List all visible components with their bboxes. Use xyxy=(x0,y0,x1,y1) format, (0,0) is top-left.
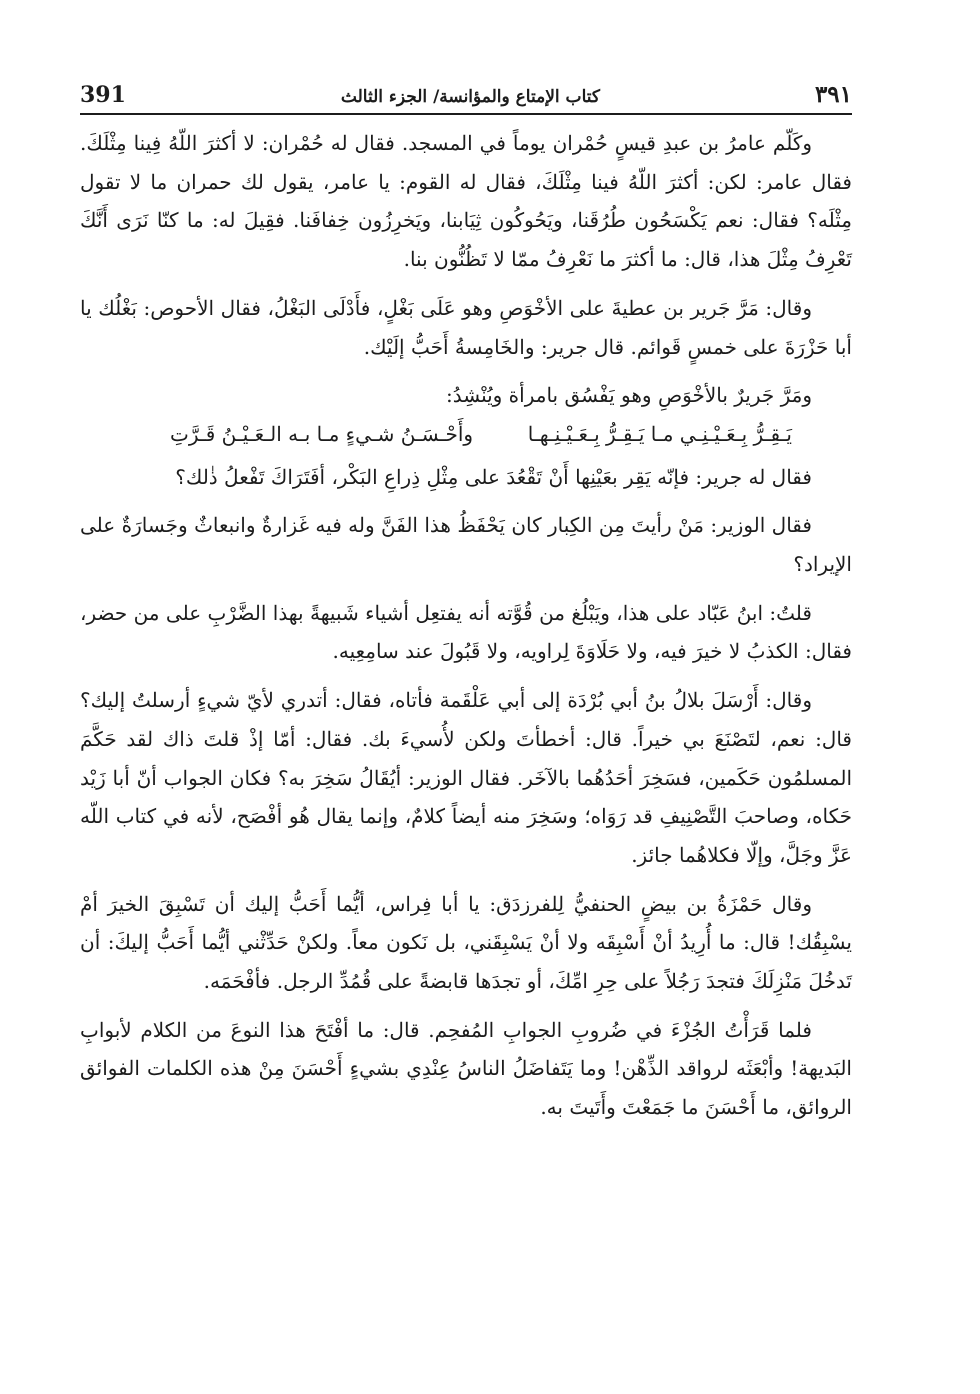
paragraph-bilal-alqama: وقال: أَرْسَلَ بلالُ بنُ أبي بُرْدَة إلى أبي عَلْقَمة فأتاه، فقال: أتدري لأيّ شيءٍ أرسلتُ إليك؟ قال: نعم، لتَصْنَعَ بي خيراً. قال: أخطأتَ ولكن لأُسيءَ بك. فقال: أمّا إذْ قلتَ ذاك لقد حَكَّمَ المسلمُون حَكَمين، فسَخِرَ أحَدُهُما بالآخَر. فقال الوزير: أيُقَالُ سَخِرَ به؟ فكان الجواب أنّ أبا زَيْد حَكاه، وصاحبَ التَّصْنِيفِ قد رَوَاه؛ وسَخِرَ منه أيضاً كلامٌ، وإنما يقال هُو أفْصَح، لأنه في كتاب اللّه عَزَّ وجَلَّ، وإلّا فكلاهُما جائز. xyxy=(80,688,852,867)
verse-first-hemistich: يَـقِـرُّ بِـعَـيْـنِـي مـا يَـقِـرُّ بِـعَـيْـنِـهـا xyxy=(527,421,792,446)
paragraph-jarir-reply: فقال له جرير: فإنّه يَقِر بعَيْنِها أَنْ تَقْعُدَ على مِثْلِ ذِراعِ البَكْر، أفَتَرَاكَ تَفْعلُ ذٰلك؟ xyxy=(175,464,812,489)
verse-second-hemistich: وأَحْـسَـنُ شـيءٍ مـا بـه الـعَـيْـنُ قَـرَّتِ xyxy=(170,421,474,446)
paragraph-vizier-question: فقال الوزير: مَنْ رأيتَ مِن الكِبار كان يَحْفَظُ هذا الفَنَّ وله فيه غَزارةٌ وانبعاثٌ وجَسارَةٌ على الإيراد؟ xyxy=(80,513,852,577)
paragraph-closing: فلما قَرَأْتُ الجُزْءَ في ضُروبِ الجوابِ المُفحِم. قال: ما أفْتَحَ هذا النوعَ من الكلام لأبوابِ البَديهة! وأبْعَثَه لرواقد الذِّهْن! وما يَتَفاضَلُ الناسُ عِنْدِي بشيءٍ أَحْسَنَ مِنْ هذه الكلمات الفوائق الروائق، ما أَحْسَنَ ما جَمَعْتَ وأَتَيتَ به. xyxy=(80,1017,852,1120)
header-rule xyxy=(80,113,852,115)
paragraph-verse-intro: ومَرَّ جَريرٌ بالأخْوَصِ وهو يَفْسُق بامرأة ويُنْشِدُ: xyxy=(445,383,812,408)
page-number-arabic: ٣٩١ xyxy=(814,81,852,108)
body-text xyxy=(80,124,852,1137)
paragraph-hamza-farazdaq: وقال حَمْزَةُ بن بيضٍ الحنفيُّ لِلفرزدَق: يا أبا فِراس، أيُّما أَحَبُّ إليك أن تَسْبِقَ الخيرَ أمْ يسْبِقُك! قال: ما أُرِيدُ أنْ أَسْبِقَه ولا أنْ يَسْبِقَني، بل نَكون معاً. ولكنْ حَدِّثْني أيُّما أَحَبُّ إليكَ: أن تَدخُلَ مَنْزِلَكَ فتجدَ رَجُلاً على حِرِ امِّكَ، أو تجدَها قابضةً على قُمُدِّ الرجل. فأفْحَمَه. xyxy=(80,891,852,994)
poetry-verse xyxy=(80,415,852,454)
running-title: كتاب الإمتاع والمؤانسة/ الجزء الثالث xyxy=(340,87,600,107)
page-header xyxy=(80,72,852,106)
paragraph-ibn-abbad: قلتُ: ابنُ عَبّاد على هذا، ويَبْلُغ من قُوَّته أنه يفتعِل أشياء شَبيهةً بهذا الضَّرْبِ على من حضر، فقال: الكذبُ لا خيرَ فيه، ولا حَلَاوَةَ لِراويه، ولا قَبُولَ عند سامِعِيه. xyxy=(80,600,852,664)
page-number-latin: 391 xyxy=(80,82,126,108)
paragraph-jarir-mule: وقال: مَرَّ جَرير بن عطيةَ على الأخْوَصِ وهو عَلَى بَغْلٍ، فأَدْلَى البَغْلُ، فقال الأحوص: بَغْلُك يا أبا حَزْرَةَ على خمسٍ قَوائم. قال جرير: والخَامِسةُ أَحَبُّ إلَيْك. xyxy=(80,295,852,359)
paragraph-amir-humran: وكَلّم عامرُ بن عبدِ قيسٍ حُمْران يوماً في المسجد. فقال له حُمْران: لا أكثرَ اللّهُ فِينا مِثْلَكَ. فقال عامر: لكن: أكثرَ اللّهُ فينا مِثْلَكَ، فقال له القوم: يا عامر، يقول لك حمران ما لا تقول مِثْلَه؟ فقال: نعم يَكْسَحُون طُرُقَنا، ويَحُوكُون ثِيَابنا، ويَخرِزُون خِفافَنا. فقِيلَ له: ما كنّا نَرَى أَنَّكَ تَعْرِفُ مِثْلَ هذا، قال: ما أكثرَ ما نَعْرِفُ ممّا لا تَظُنُّون بنا. xyxy=(80,131,852,272)
